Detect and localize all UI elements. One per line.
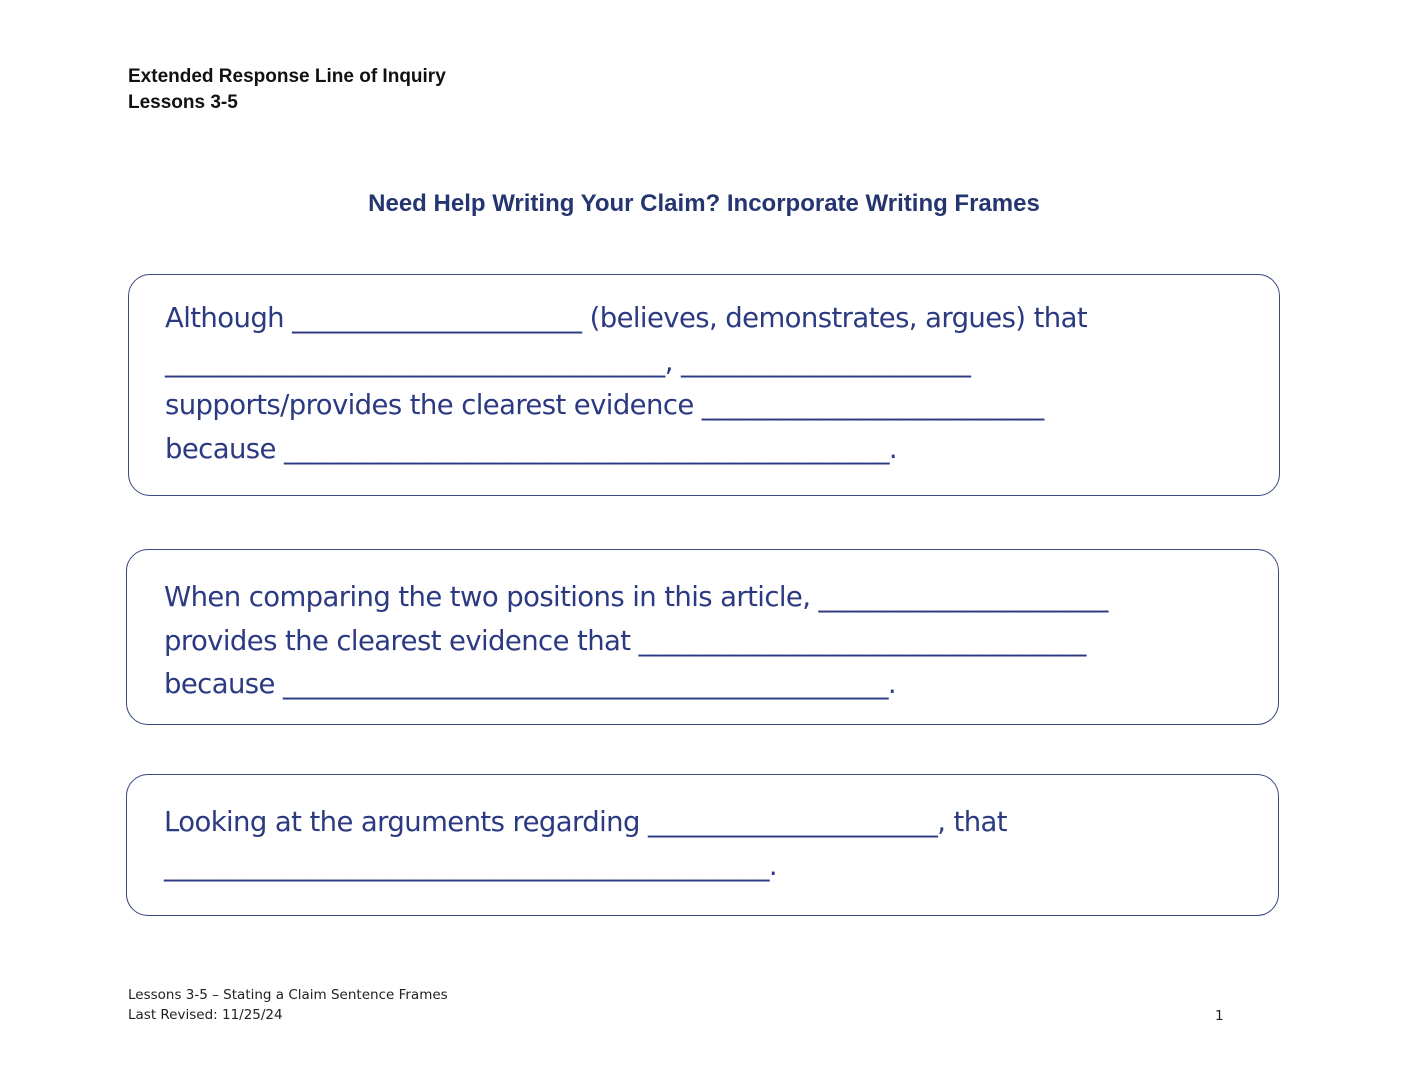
- frame-line: because ______________________________________________.: [165, 432, 898, 465]
- frame-line: Although ______________________ (believes, demonstrates, argues) that: [165, 302, 1088, 334]
- writing-frame-3-text: [164, 801, 1007, 888]
- footer-lesson-title: Lessons 3-5 – Stating a Claim Sentence Frames: [128, 987, 448, 1003]
- writing-frame-1: [128, 274, 1280, 496]
- frame-line: When comparing the two positions in this article, ______________________: [164, 581, 1108, 613]
- writing-frame-3: [126, 774, 1279, 916]
- header-course-title: Extended Response Line of Inquiry: [128, 66, 446, 87]
- frame-line: supports/provides the clearest evidence __________________________: [165, 389, 1044, 421]
- document-header: [128, 64, 446, 116]
- page-title: Need Help Writing Your Claim? Incorporate Writing Frames: [368, 190, 1040, 217]
- frame-line: provides the clearest evidence that __________________________________: [164, 624, 1086, 657]
- writing-frame-2: [126, 549, 1279, 725]
- header-lessons: Lessons 3-5: [128, 92, 238, 113]
- footer-last-revised: Last Revised: 11/25/24: [128, 1007, 283, 1023]
- writing-frame-2-text: [164, 576, 1108, 707]
- frame-line: because ______________________________________________.: [164, 668, 897, 700]
- document-footer: [128, 985, 448, 1025]
- frame-line: ______________________________________, ______________________: [165, 345, 971, 378]
- frame-line: ______________________________________________.: [164, 849, 778, 882]
- frame-line: Looking at the arguments regarding ______________________, that: [164, 806, 1007, 838]
- writing-frame-1-text: [165, 297, 1087, 471]
- page-number: 1: [1215, 1008, 1224, 1024]
